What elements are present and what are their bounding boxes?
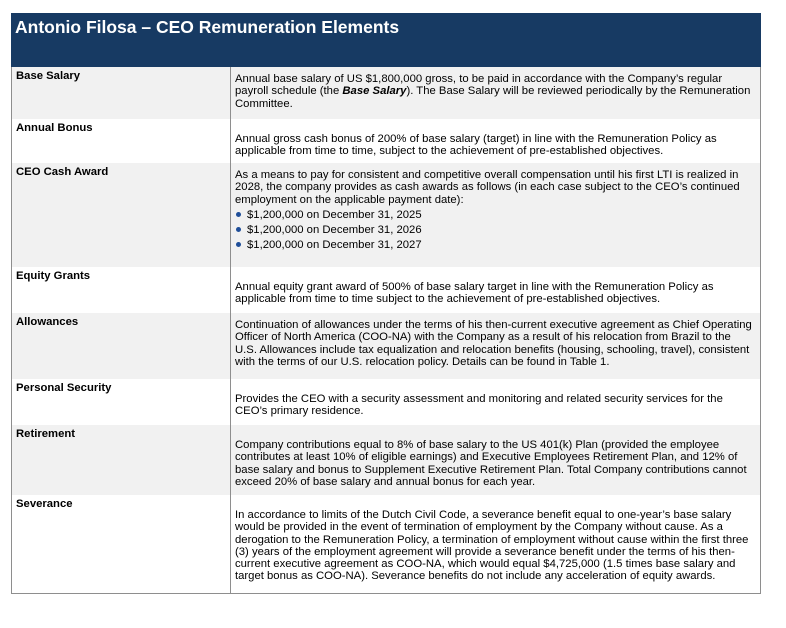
- row-description: Annual base salary of US $1,800,000 gross, to be paid in accordance with the Company’s regular payroll schedule (the Base Salary). The Base Salary will be reviewed periodically by the Remuneration Committee.: [231, 67, 761, 119]
- row-label: Base Salary: [12, 67, 231, 119]
- title-bar: [11, 13, 761, 67]
- remuneration-table: [11, 67, 761, 594]
- row-label: Personal Security: [12, 379, 231, 425]
- row-label: Annual Bonus: [12, 119, 231, 163]
- row-label: Equity Grants: [12, 267, 231, 313]
- bullet-item: $1,200,000 on December 31, 2025: [235, 209, 755, 221]
- bullet-item: $1,200,000 on December 31, 2027: [235, 239, 755, 251]
- row-description: As a means to pay for consistent and competitive overall compensation until his first LTI is realized in 2028, the company provides as cash awards as follows (in each case subject to the CEO’s continued employment on the applicable payment date): $1,200,000 on December 31, 2025 $1,200,000 on December 31, 2026 $1,200,000 on December 31, 2027: [231, 163, 761, 267]
- row-description: Annual gross cash bonus of 200% of base salary (target) in line with the Remuneration Policy as applicable from time to time, subject to the achievement of pre-established objectives.: [235, 133, 717, 158]
- table-row: [12, 495, 761, 594]
- table-row: [12, 379, 761, 425]
- row-description: Company contributions equal to 8% of base salary to the US 401(k) Plan (provided the employee contributes at least 10% of eligible earnings) and Executive Employees Retirement Plan, and 12% of base salary and bonus to Supplement Executive Retirement Plan. Total Company contributions cannot exceed 20% of base salary and annual bonus for each year.: [231, 425, 761, 495]
- row-label: CEO Cash Award: [12, 163, 231, 267]
- remuneration-table-container: [11, 13, 761, 594]
- table-row: [12, 267, 761, 313]
- table-row: [12, 425, 761, 495]
- table-row: [12, 119, 761, 163]
- page-title: Antonio Filosa – CEO Remuneration Elements: [15, 17, 400, 37]
- row-label: Allowances: [12, 313, 231, 379]
- row-label: Severance: [12, 495, 231, 594]
- table-row: [12, 163, 761, 267]
- table-row: [12, 67, 761, 119]
- row-label: Retirement: [12, 425, 231, 495]
- base-salary-term: Base Salary: [342, 85, 407, 98]
- bullet-item: $1,200,000 on December 31, 2026: [235, 224, 755, 236]
- table-row: [12, 313, 761, 379]
- row-description: In accordance to limits of the Dutch Civil Code, a severance benefit equal to one-year’s base salary would be provided in the event of termination of employment by the Company without cause. As a derogation to the Remuneration Policy, a termination of employment without cause within the first three (3) years of the employment agreement will provide a severance benefit under the terms of his then-current executive agreement as COO-NA, which would equal $4,725,000 (1.5 times base salary and target bonus as COO-NA). Severance benefits do not include any acceleration of equity awards.: [231, 495, 761, 594]
- row-description: Provides the CEO with a security assessment and monitoring and related security services for the CEO’s primary residence.: [235, 393, 723, 418]
- row-description: Annual equity grant award of 500% of base salary target in line with the Remuneration Policy as applicable from time to time subject to the achievement of pre-established objectives.: [235, 281, 714, 306]
- row-description: Continuation of allowances under the terms of his then-current executive agreement as Chief Operating Officer of North America (COO-NA) with the Company as a result of his relocation from Brazil to the U.S. Allowances include tax equalization and relocation benefits (housing, schooling, travel), consistent with the terms of our U.S. relocation policy. Details can be found in Table 1.: [231, 313, 761, 379]
